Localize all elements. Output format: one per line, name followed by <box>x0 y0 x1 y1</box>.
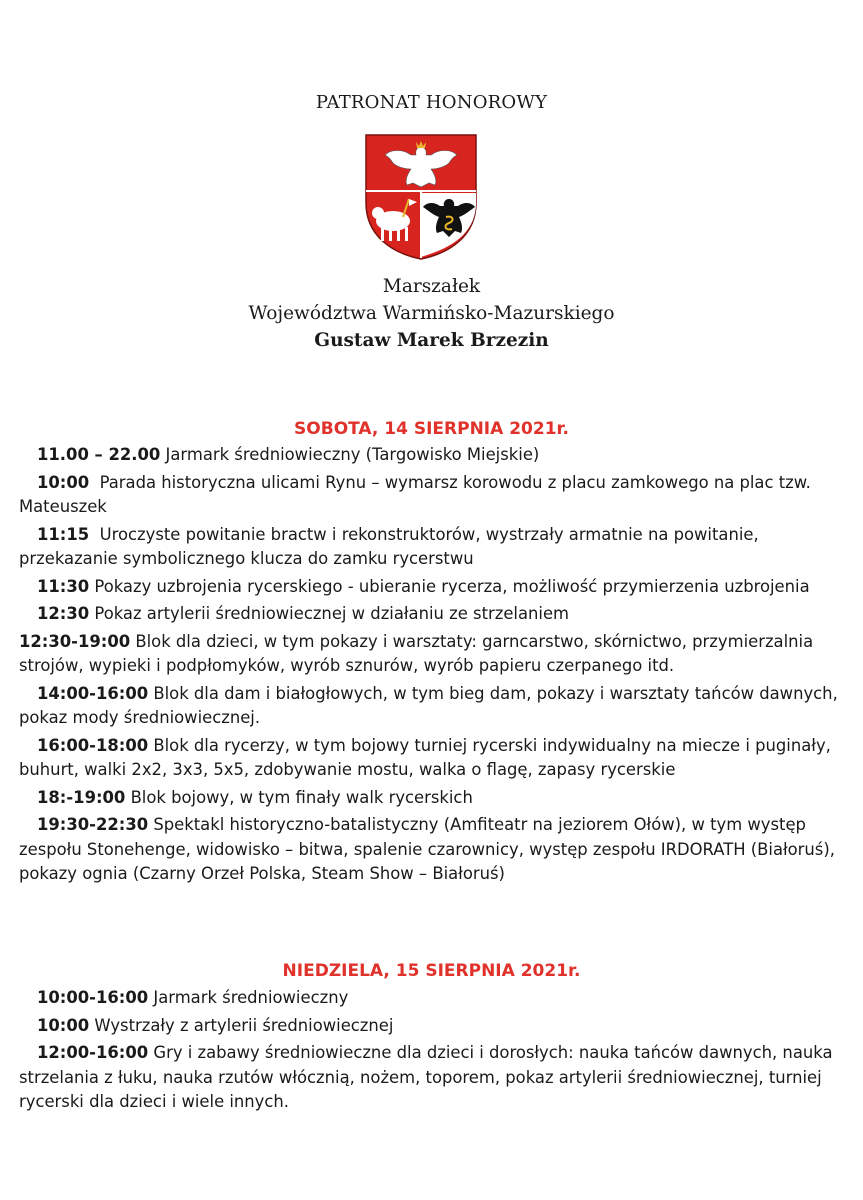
entry-time: 11:30 <box>37 576 90 596</box>
entry-time: 12:30 <box>37 604 90 623</box>
day-heading-sunday: NIEDZIELA, 15 SIERPNIA 2021r. <box>282 961 581 981</box>
entry-text: Gry i zabawy średniowieczne dla dzieci i dorosłych: nauka tańców dawnych, nauka strzelania z łuku, nauka rzutów włócznią, nożem, toporem, pokaz artylerii średniowiecznej, turniej rycerski dla dzieci i wiele innych. <box>19 1043 833 1111</box>
program-entry <box>19 786 849 811</box>
entry-text: Pokazy uzbrojenia rycerskiego - ubieranie rycerza, możliwość przymierzenia uzbrojenia <box>94 576 810 596</box>
marshal-block <box>0 273 863 354</box>
entry-time: 11:15 <box>37 524 90 544</box>
saturday-program <box>19 443 849 890</box>
program-entry <box>19 734 849 783</box>
coat-of-arms-icon <box>363 133 479 261</box>
entry-time: 19:30-22:30 <box>37 815 149 834</box>
entry-text: Parada historyczna ulicami Rynu – wymarsz korowodu z placu zamkowego na plac tzw. Mateuszek <box>19 472 811 516</box>
entry-text: Blok dla dzieci, w tym pokazy i warsztaty: garncarstwo, skórnictwo, przymierzalnia strojów, wypieki i podpłomyków, wyrób sznurów, wyrób papieru czerpanego itd. <box>19 631 814 675</box>
entry-text: Blok dla rycerzy, w tym bojowy turniej rycerski indywidualny na miecze i puginały, buhurt, walki 2x2, 3x3, 5x5, zdobywanie mostu, walka o flagę, zapasy rycerskie <box>19 735 831 779</box>
program-entry <box>19 682 849 731</box>
entry-time: 16:00-18:00 <box>37 735 149 755</box>
entry-text: Spektakl historyczno-batalistyczny (Amfiteatr na jeziorem Ołów), w tym występ zespołu Stonehenge, widowisko – bitwa, spalenie czarownicy, występ zespołu IRDORATH (Białoruś), pokazy ognia (Czarny Orzeł Polska, Steam Show – Białoruś) <box>19 815 835 883</box>
entry-text: Jarmark średniowieczny (Targowisko Miejskie) <box>165 445 540 464</box>
entry-time: 10:00 <box>37 1015 90 1035</box>
entry-time: 18:-19:00 <box>37 787 126 807</box>
entry-text: Uroczyste powitanie bractw i rekonstruktorów, wystrzały armatnie na powitanie, przekazanie symbolicznego klucza do zamku rycerstwu <box>19 524 759 568</box>
entry-time: 11.00 – 22.00 <box>37 445 161 464</box>
entry-text: Pokaz artylerii średniowiecznej w działaniu ze strzelaniem <box>94 604 570 623</box>
entry-time: 12:30-19:00 <box>19 631 131 651</box>
program-entry <box>19 575 849 600</box>
program-entry <box>19 523 849 572</box>
entry-text: Blok dla dam i białogłowych, w tym bieg dam, pokazy i warsztaty tańców dawnych, pokaz mody średniowiecznej. <box>19 683 838 727</box>
sunday-program <box>19 986 849 1118</box>
entry-time: 12:00-16:00 <box>37 1043 149 1062</box>
marshal-name: Gustaw Marek Brzezin <box>314 330 549 351</box>
program-entry <box>19 630 849 679</box>
program-entry <box>19 443 849 468</box>
program-entry <box>19 602 849 627</box>
patronat-heading: PATRONAT HONOROWY <box>315 92 548 113</box>
entry-text: Jarmark średniowieczny <box>153 988 349 1007</box>
entry-time: 10:00 <box>37 472 90 492</box>
marshal-region: Województwa Warmińsko-Mazurskiego <box>248 303 615 324</box>
program-entry <box>19 1014 849 1039</box>
marshal-title: Marszałek <box>382 276 481 297</box>
program-entry <box>19 986 849 1011</box>
entry-text: Blok bojowy, w tym finały walk rycerskich <box>130 787 473 807</box>
entry-time: 14:00-16:00 <box>37 683 149 703</box>
entry-time: 10:00-16:00 <box>37 988 149 1007</box>
program-entry <box>19 813 849 887</box>
program-entry <box>19 471 849 520</box>
program-entry <box>19 1041 849 1115</box>
entry-text: Wystrzały z artylerii średniowiecznej <box>94 1015 394 1035</box>
day-heading-saturday: SOBOTA, 14 SIERPNIA 2021r. <box>294 419 569 439</box>
